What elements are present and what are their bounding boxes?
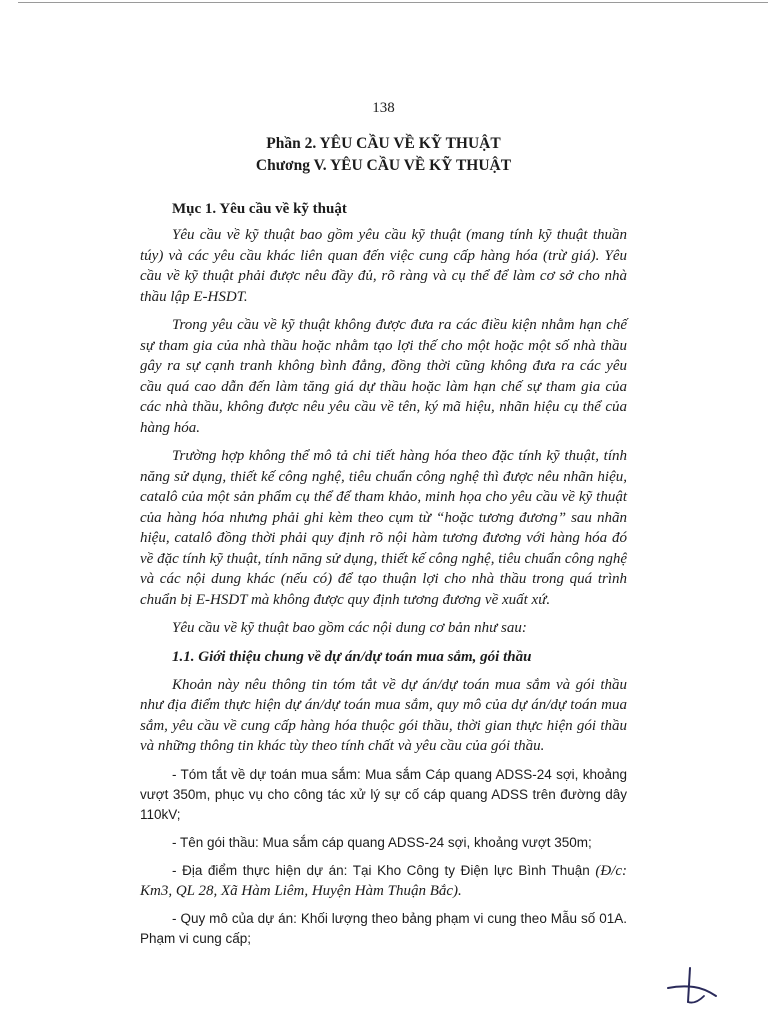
signature-mark-icon	[660, 966, 720, 1006]
section-title: Mục 1. Yêu cầu về kỹ thuật	[172, 201, 347, 217]
paragraph-restrictions: Trong yêu cầu về kỹ thuật không được đưa ra các điều kiện nhằm hạn chế sự tham gia của nhà thầu hoặc nhằm tạo lợi thế cho một hoặc một số nhà thầu gây ra sự cạnh tranh không bình đẳng, đồng thời cũng không đưa ra các yêu cầu quá cao dẫn đến làm tăng giá dự thầu hoặc làm hạn chế sự tham gia của các nhà thầu, không được nêu yêu cầu về tên, ký mã hiệu, nhãn hiệu cụ thể của hàng hóa.	[140, 317, 627, 436]
bullet-package-name: - Tên gói thầu: Mua sắm cáp quang ADSS-24 sợi, khoảng vượt 350m;	[172, 834, 592, 850]
location-label: - Địa điểm thực hiện dự án: Tại Kho Công ty Điện lực Bình Thuận	[172, 862, 590, 878]
bullet-scale: - Quy mô của dự án: Khối lượng theo bảng phạm vi cung theo Mẫu số 01A. Phạm vi cung cấp;	[140, 910, 627, 946]
chapter-title: Chương V. YÊU CẦU VỀ KỸ THUẬT	[255, 157, 512, 174]
paragraph-equivalent-brands: Trường hợp không thể mô tả chi tiết hàng hóa theo đặc tính kỹ thuật, tính năng sử dụng, thiết kế công nghệ, tiêu chuẩn công nghệ thì được nêu nhãn hiệu, catalô của một sản phẩm cụ thể để tham khảo, minh họa cho yêu cầu về kỹ thuật của hàng hóa nhưng phải ghi kèm theo cụm từ “hoặc tương đương” sau nhãn hiệu, catalô đồng thời phải quy định rõ nội hàm tương đương với hàng hóa đó về đặc tính kỹ thuật, tính năng sử dụng, thiết kế công nghệ, tiêu chuẩn công nghệ và các nội dung khác (nếu có) để tạo thuận lợi cho nhà thầu trong quá trình chuẩn bị E-HSDT mà không được quy định tương đương về xuất xứ.	[140, 448, 627, 608]
page-number: 138	[372, 100, 395, 116]
document-page	[140, 100, 627, 957]
location-address: (Đ/c: Km3, QL 28, Xã Hàm Liêm, Huyện Hàm Thuận Bắc).	[140, 862, 627, 899]
scan-top-edge	[18, 2, 768, 3]
bullet-location	[140, 861, 627, 901]
part-title: Phần 2. YÊU CẦU VỀ KỸ THUẬT	[266, 135, 501, 152]
paragraph-basic-contents: Yêu cầu về kỹ thuật bao gồm các nội dung cơ bản như sau:	[172, 620, 527, 636]
bullet-summary: - Tóm tắt về dự toán mua sắm: Mua sắm Cáp quang ADSS-24 sợi, khoảng vượt 350m, phục vụ cho công tác xử lý sự cố cáp quang ADSS trên đường dây 110kV;	[140, 766, 627, 822]
paragraph-technical-requirements: Yêu cầu về kỹ thuật bao gồm yêu cầu kỹ thuật (mang tính kỹ thuật thuần túy) và các yêu cầu khác liên quan đến việc cung cấp hàng hóa (trừ giá). Yêu cầu về kỹ thuật phải được nêu đầy đủ, rõ ràng và cụ thể để làm cơ sở cho nhà thầu lập E-HSDT.	[140, 227, 627, 305]
subsection-title: 1.1. Giới thiệu chung về dự án/dự toán mua sắm, gói thầu	[172, 648, 532, 665]
subsection-intro: Khoản này nêu thông tin tóm tắt về dự án/dự toán mua sắm và gói thầu như địa điểm thực hiện dự án/dự toán mua sắm, quy mô của dự án/dự toán mua sắm, yêu cầu về cung cấp hàng hóa thuộc gói thầu, thời gian thực hiện gói thầu và những thông tin khác tùy theo tính chất và yêu cầu của gói thầu.	[140, 676, 627, 754]
